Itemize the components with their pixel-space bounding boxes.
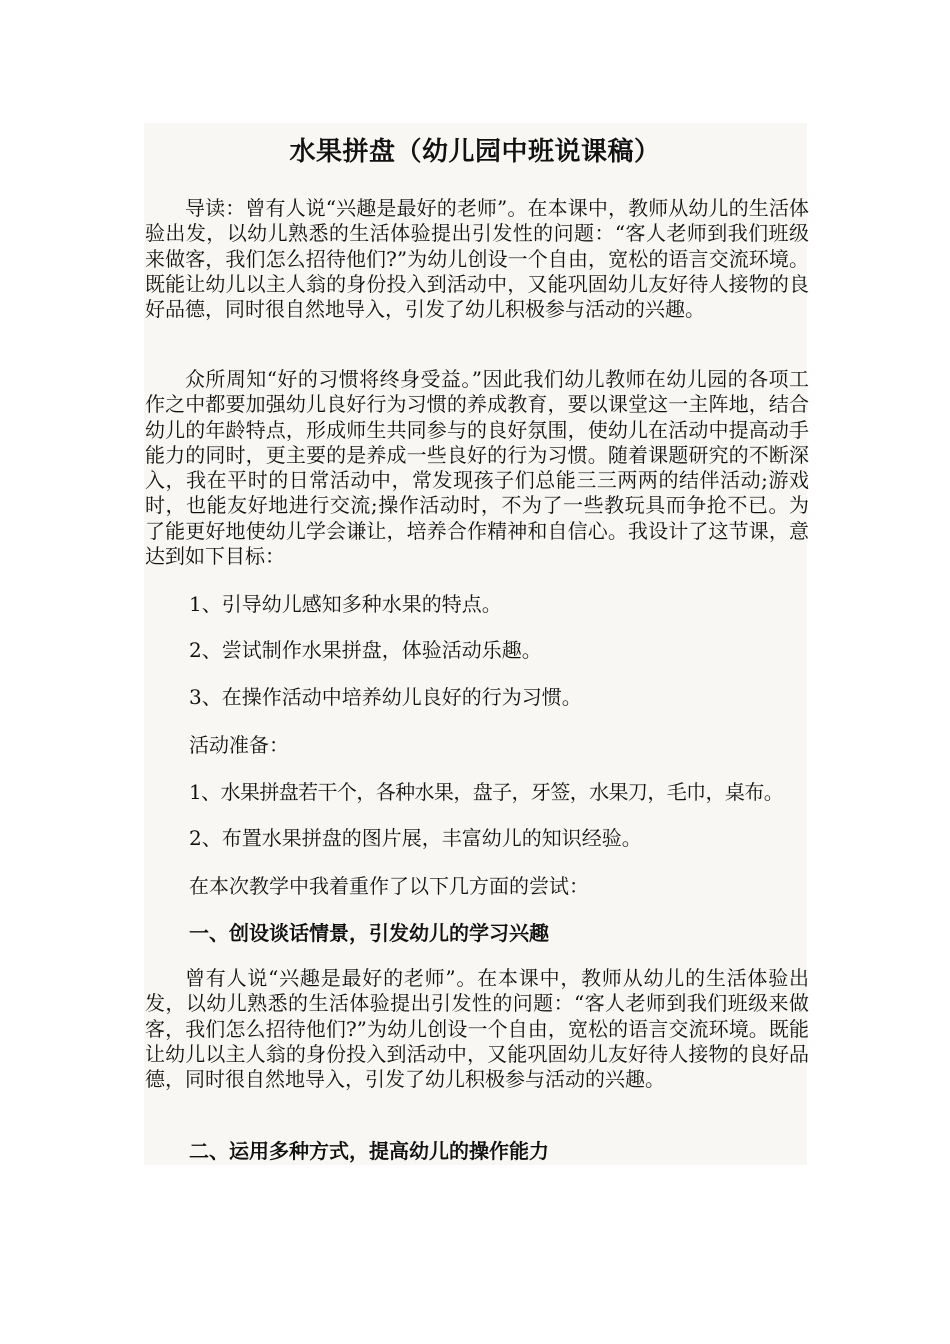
preparation-item-1: 1、水果拼盘若干个，各种水果，盘子，牙签，水果刀，毛巾，桌布。 xyxy=(189,780,784,804)
document-title: 水果拼盘（幼儿园中班说课稿） xyxy=(289,137,661,167)
intro-paragraph: 导读：曾有人说“兴趣是最好的老师”。在本课中，教师从幼儿的生活体验出发，以幼儿熟悉的生活体验提出引发性的问题：“客人老师到我们班级来做客，我们怎么招待他们?”为幼儿创设一个自由，宽松的语言交流环境。既能让幼儿以主人翁的身份投入到活动中，又能巩固幼儿友好待人接物的良好品德，同时很自然地导入，引发了幼儿积极参与活动的兴趣。 xyxy=(145,196,809,322)
goal-item-2: 2、尝试制作水果拼盘，体验活动乐趣。 xyxy=(189,638,542,662)
preparation-item-2: 2、布置水果拼盘的图片展，丰富幼儿的知识经验。 xyxy=(189,826,642,850)
section-heading-1: 一、创设谈话情景，引发幼儿的学习兴趣 xyxy=(189,921,549,945)
goal-item-1: 1、引导幼儿感知多种水果的特点。 xyxy=(189,592,502,616)
preparation-label: 活动准备： xyxy=(189,733,289,757)
goal-item-3: 3、在操作活动中培养幼儿良好的行为习惯。 xyxy=(189,685,582,709)
section-heading-2: 二、运用多种方式，提高幼儿的操作能力 xyxy=(189,1139,549,1163)
section-1-paragraph: 曾有人说“兴趣是最好的老师”。在本课中，教师从幼儿的生活体验出发，以幼儿熟悉的生活体验提出引发性的问题：“客人老师到我们班级来做客，我们怎么招待他们?”为幼儿创设一个自由，宽松的语言交流环境。既能让幼儿以主人翁的身份投入到活动中，又能巩固幼儿友好待人接物的良好品德，同时很自然地导入，引发了幼儿积极参与活动的兴趣。 xyxy=(145,966,809,1092)
background-paragraph: 众所周知“好的习惯将终身受益。”因此我们幼儿教师在幼儿园的各项工作之中都要加强幼儿良好行为习惯的养成教育，要以课堂这一主阵地，结合幼儿的年龄特点，形成师生共同参与的良好氛围，使幼儿在活动中提高动手能力的同时，更主要的是养成一些良好的行为习惯。随着课题研究的不断深入，我在平时的日常活动中，常发现孩子们总能三三两两的结伴活动;游戏时，也能友好地进行交流;操作活动时，不为了一些教玩具而争抢不已。为了能更好地使幼儿学会谦让，培养合作精神和自信心。我设计了这节课，意达到如下目标： xyxy=(145,367,809,569)
attempt-intro: 在本次教学中我着重作了以下几方面的尝试： xyxy=(189,874,589,898)
